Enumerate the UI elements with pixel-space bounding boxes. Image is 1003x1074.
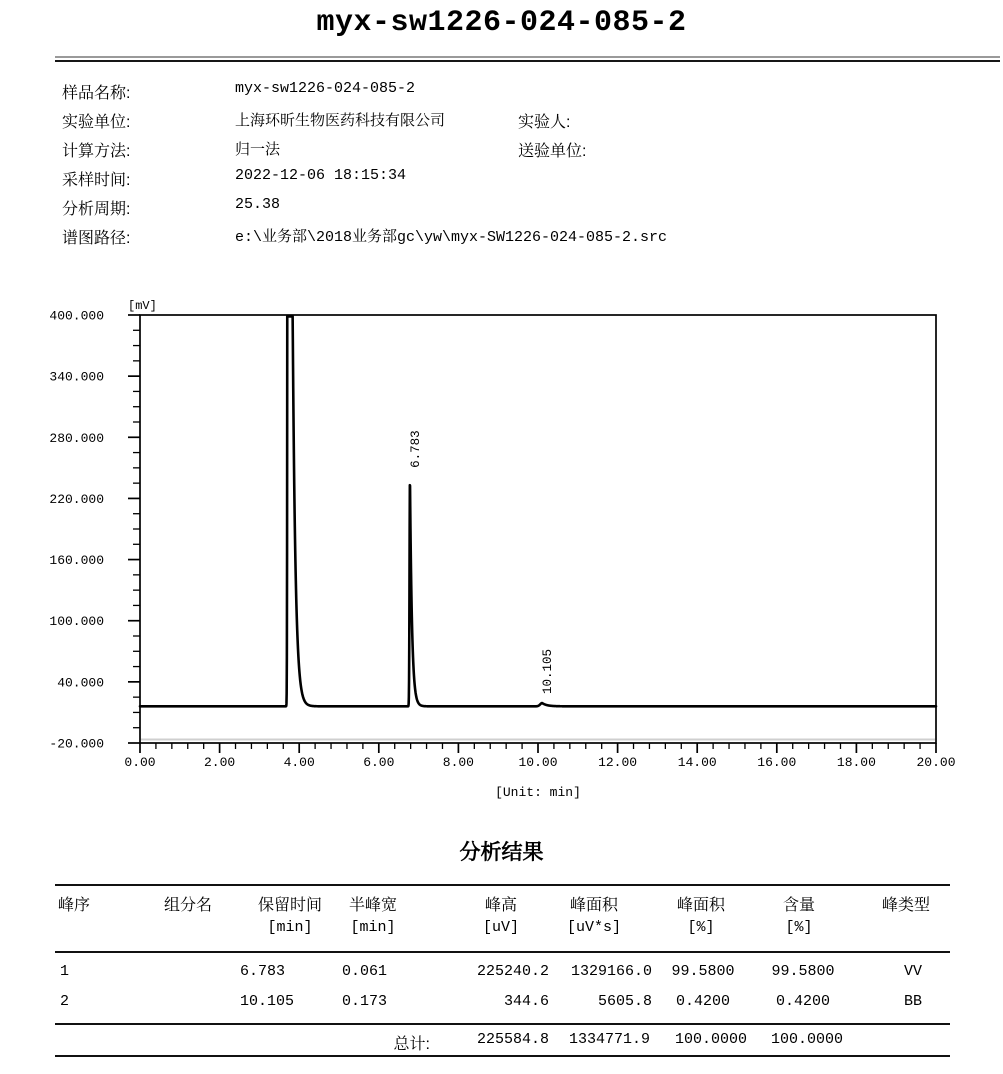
info-value: 2022-12-06 18:15:34 <box>235 167 407 184</box>
table-cell: 225240.2 <box>476 963 549 980</box>
report-title: myx-sw1226-024-085-2 <box>316 6 687 40</box>
x-tick-label: 8.00 <box>442 755 475 770</box>
table-cell: 344.6 <box>503 993 549 1010</box>
table-header-cell: 组分名 <box>163 897 213 914</box>
x-tick-label: 4.00 <box>283 755 315 770</box>
table-total-cell: 总计: <box>393 1036 430 1053</box>
table-cell: 1329166.0 <box>570 963 652 980</box>
y-tick-label: -20.000 <box>49 736 104 752</box>
table-rule <box>55 951 950 953</box>
table-cell: 10.105 <box>240 993 295 1010</box>
table-total-cell: 225584.8 <box>476 1031 549 1048</box>
table-total-cell: 1334771.9 <box>568 1031 650 1048</box>
info-value: 上海环昕生物医药科技有限公司 <box>235 113 446 130</box>
table-cell: VV <box>903 963 923 980</box>
table-unit-cell: [%] <box>687 919 715 936</box>
info-label: 谱图路径: <box>62 230 131 247</box>
table-cell: 5605.8 <box>597 993 652 1010</box>
x-tick-label: 18.00 <box>836 755 876 770</box>
y-tick-label: 160.000 <box>49 553 104 569</box>
info-value: myx-sw1226-024-085-2 <box>235 80 416 97</box>
info-label: 采样时间: <box>62 172 131 189</box>
table-header-cell: 峰面积 <box>676 897 726 914</box>
info-label: 实验单位: <box>62 114 131 131</box>
table-header-cell: 半峰宽 <box>348 897 398 914</box>
table-cell: 0.061 <box>342 963 388 980</box>
info-label-secondary: 送验单位: <box>518 143 587 160</box>
x-tick-label: 2.00 <box>203 755 236 770</box>
table-rule <box>55 884 950 886</box>
x-tick-label: 10.00 <box>518 755 558 770</box>
y-tick-label: 40.000 <box>57 675 104 691</box>
y-tick-label: 280.000 <box>49 430 104 446</box>
table-cell: 0.173 <box>342 993 388 1010</box>
table-header-cell: 峰类型 <box>881 897 931 914</box>
table-header-cell: 保留时间 <box>257 897 323 914</box>
info-value: 25.38 <box>235 196 281 213</box>
peak-label: 6.783 <box>408 430 423 468</box>
info-value: e:\业务部\2018业务部gc\yw\myx-SW1226-024-085-2.src <box>235 229 668 246</box>
x-axis-unit-label: [Unit: min] <box>495 785 581 800</box>
table-cell: 6.783 <box>240 963 286 980</box>
chromatogram-trace <box>140 316 936 706</box>
x-tick-label: 6.00 <box>363 755 395 770</box>
table-cell: 99.5800 <box>671 963 735 980</box>
table-cell: BB <box>903 993 923 1010</box>
table-header-cell: 峰高 <box>484 897 518 914</box>
table-rule <box>55 1023 950 1025</box>
table-cell: 2 <box>60 993 70 1010</box>
y-axis-unit-label: [mV] <box>128 299 157 313</box>
info-value: 归一法 <box>235 142 281 159</box>
info-label: 计算方法: <box>62 143 131 160</box>
table-unit-cell: [%] <box>785 919 813 936</box>
x-tick-label: 20.00 <box>916 755 956 770</box>
table-header-cell: 含量 <box>782 897 816 914</box>
info-label: 样品名称: <box>62 85 131 102</box>
table-cell: 99.5800 <box>771 963 835 980</box>
table-total-cell: 100.0000 <box>674 1031 748 1048</box>
table-unit-cell: [min] <box>350 919 396 936</box>
table-cell: 0.4200 <box>775 993 831 1010</box>
info-label-secondary: 实验人: <box>518 114 571 131</box>
table-header-cell: 峰序 <box>58 897 91 914</box>
x-tick-label: 0.00 <box>124 755 156 770</box>
results-title: 分析结果 <box>459 841 544 864</box>
x-tick-label: 12.00 <box>598 755 638 770</box>
plot-frame <box>140 315 936 743</box>
table-total-cell: 100.0000 <box>770 1031 844 1048</box>
table-unit-cell: [uV] <box>482 919 520 936</box>
table-unit-cell: [min] <box>267 919 313 936</box>
info-label: 分析周期: <box>62 201 131 218</box>
y-tick-label: 400.000 <box>49 308 104 324</box>
table-cell: 0.4200 <box>675 993 731 1010</box>
y-tick-label: 220.000 <box>49 491 104 507</box>
table-unit-cell: [uV*s] <box>566 919 622 936</box>
x-tick-label: 16.00 <box>757 755 797 770</box>
table-cell: 1 <box>60 963 70 980</box>
x-tick-label: 14.00 <box>677 755 717 770</box>
table-rule <box>55 1055 950 1057</box>
peak-label: 10.105 <box>541 649 556 695</box>
table-header-cell: 峰面积 <box>569 897 619 914</box>
y-tick-label: 100.000 <box>49 614 104 630</box>
y-tick-label: 340.000 <box>49 369 104 385</box>
